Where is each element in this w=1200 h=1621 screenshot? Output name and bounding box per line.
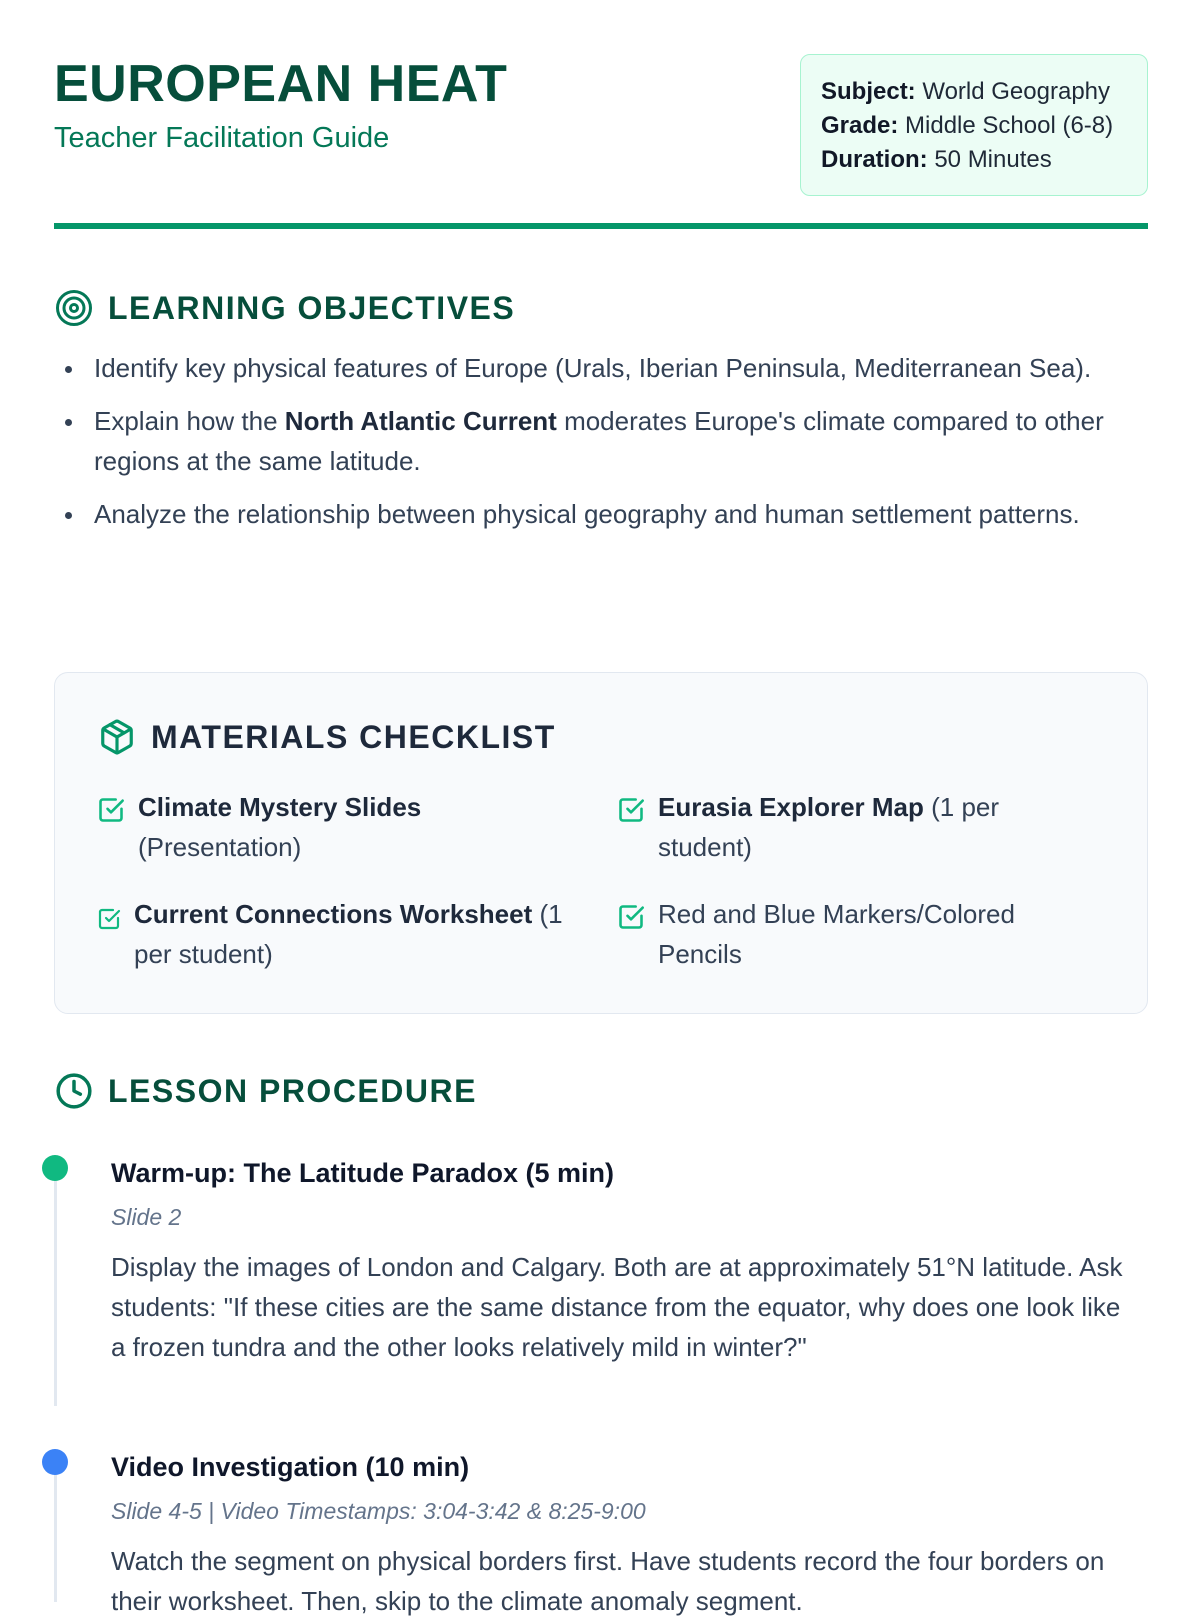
material-detail: (1 per student)	[658, 792, 1000, 862]
document-title: EUROPEAN HEAT	[54, 55, 508, 113]
meta-subject	[821, 75, 1127, 109]
meta-value: 50 Minutes	[934, 146, 1052, 173]
procedure-step	[111, 1155, 1131, 1367]
objective-text: Identify key physical features of Europe (Urals, Iberian Peninsula, Mediterranean Sea).	[94, 353, 1092, 383]
timeline-dot	[42, 1155, 68, 1181]
step-body: Watch the segment on physical borders first. Have students record the four borders on their worksheet. Then, skip to the climate anomaly segment.	[111, 1546, 1105, 1616]
objective-keyword: North Atlantic Current	[284, 406, 557, 436]
checklist-text	[658, 787, 1087, 867]
section-title: LEARNING OBJECTIVES	[108, 289, 516, 326]
objectives-list	[62, 348, 1132, 547]
target-icon	[54, 288, 94, 328]
objectives-heading	[54, 288, 515, 328]
checkbox-checked-icon	[617, 902, 645, 974]
meta-label: Subject:	[821, 78, 916, 105]
checklist-text	[134, 894, 587, 974]
section-title: MATERIALS CHECKLIST	[151, 718, 556, 755]
checklist-item	[617, 894, 1087, 974]
material-name: Current Connections Worksheet	[134, 899, 533, 929]
checklist-item	[617, 787, 1087, 867]
header-divider	[54, 223, 1148, 229]
lesson-info-box	[800, 54, 1148, 196]
meta-grade	[821, 109, 1127, 143]
material-detail: Red and Blue Markers/Colored Pencils	[658, 899, 1015, 969]
material-name: Eurasia Explorer Map	[658, 792, 924, 822]
list-item	[62, 348, 1132, 388]
material-detail: (1 per student)	[134, 899, 563, 969]
checkbox-checked-icon	[617, 795, 645, 867]
section-title: LESSON PROCEDURE	[108, 1072, 477, 1109]
meta-duration	[821, 143, 1127, 177]
checkbox-checked-icon	[97, 902, 121, 974]
material-detail: (Presentation)	[138, 832, 302, 862]
meta-value: World Geography	[922, 78, 1111, 105]
materials-card	[54, 672, 1148, 1014]
timeline-line	[54, 1462, 57, 1602]
objective-text: Explain how the	[94, 406, 285, 436]
step-body: Display the images of London and Calgary. Both are at approximately 51°N latitude. Ask students: "If these cities are the same distance from the equator, why does one look like a frozen tundra and the other looks relatively mild in winter?"	[111, 1252, 1123, 1362]
objective-text: moderates Europe's climate compared to other regions at the same latitude.	[94, 406, 1104, 476]
step-meta: Slide 4-5 | Video Timestamps: 3:04-3:42 & 8:25-9:00	[111, 1498, 646, 1524]
materials-heading	[97, 717, 556, 757]
step-title: Video Investigation (10 min)	[111, 1452, 470, 1482]
package-icon	[97, 717, 137, 757]
objective-text: Analyze the relationship between physical geography and human settlement patterns.	[94, 499, 1080, 529]
material-name: Climate Mystery Slides	[138, 792, 422, 822]
step-meta: Slide 2	[111, 1204, 182, 1230]
procedure-step	[111, 1449, 1131, 1621]
list-item	[62, 401, 1132, 481]
checklist-text	[138, 787, 567, 867]
timeline-line	[54, 1168, 57, 1406]
checkbox-checked-icon	[97, 795, 125, 867]
clock-icon	[54, 1071, 94, 1111]
checklist-text	[658, 894, 1087, 974]
procedure-heading	[54, 1071, 477, 1111]
step-title: Warm-up: The Latitude Paradox (5 min)	[111, 1158, 615, 1188]
meta-label: Grade:	[821, 112, 899, 139]
meta-value: Middle School (6-8)	[905, 112, 1114, 139]
checklist-item	[97, 787, 567, 867]
list-item	[62, 494, 1132, 534]
meta-label: Duration:	[821, 146, 928, 173]
timeline-dot	[42, 1449, 68, 1475]
header	[54, 54, 1148, 232]
checklist-item	[97, 894, 587, 974]
document-subtitle: Teacher Facilitation Guide	[54, 122, 390, 154]
